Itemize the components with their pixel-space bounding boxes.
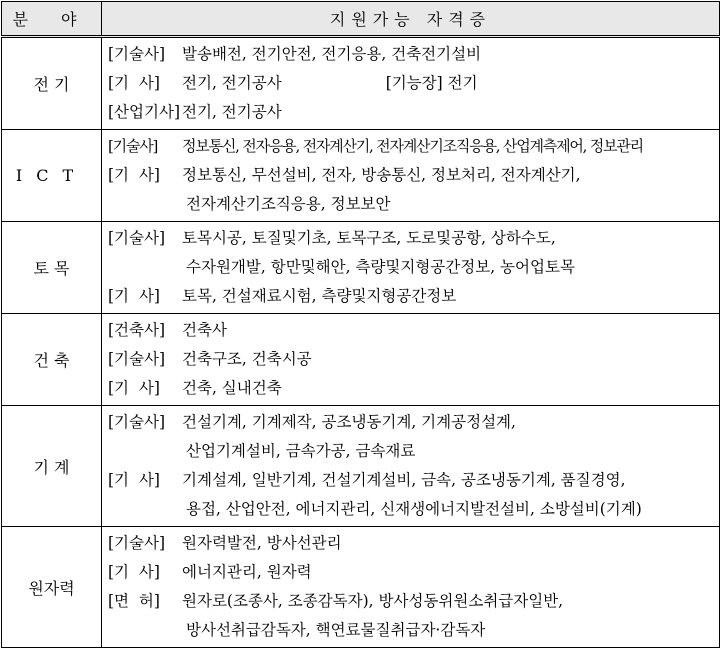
grade-label: [기 사] [108, 563, 160, 581]
qualification-line [108, 408, 719, 437]
grade-label: [기 사] [108, 471, 160, 489]
qualification-line [108, 316, 719, 345]
certificate-list: 방사선취급감독자, 핵연료물질취급자·감독자 [186, 621, 486, 639]
qualification-cell [102, 314, 720, 406]
certificate-list: 건축사 [182, 321, 227, 339]
certificate-list: 토목, 건설재료시험, 측량및지형공간정보 [182, 287, 457, 305]
table-row [2, 406, 720, 527]
grade-label: [산업기사] [108, 103, 180, 121]
certificate-list: 건설기계, 기계제작, 공조냉동기계, 기계공정설계, [182, 413, 516, 431]
certificate-list: 정보통신, 무선설비, 전자, 방송통신, 정보처리, 전자계산기, [182, 166, 581, 184]
qualification-line [108, 437, 719, 466]
qualification-cell [102, 222, 720, 314]
grade-label: [기 사] [108, 287, 160, 305]
field-cell: 전 기 [2, 37, 102, 130]
certificate-list: 수자원개발, 항만및해안, 측량및지형공간정보, 농어업토목 [186, 258, 575, 276]
table-row [2, 222, 720, 314]
table-row [2, 37, 720, 130]
certificate-list: 건축구조, 건축시공 [182, 350, 312, 368]
grade-label: [기술사] [108, 413, 166, 431]
grade-label: [기능장] [385, 74, 443, 92]
grade-label: [기술사] [108, 137, 158, 155]
certificate-list: 에너지관리, 원자력 [182, 563, 312, 581]
certificate-list: 정보통신, 전자응용, 전자계산기, 전자계산기조직응용, 산업계측제어, 정보관리 [182, 137, 643, 155]
grade-label: [건축사] [108, 321, 166, 339]
certificate-table [1, 1, 720, 648]
table-row [2, 130, 720, 222]
certificate-list: 용접, 산업안전, 에너지관리, 신재생에너지발전설비, 소방설비(기계) [186, 500, 642, 518]
qualification-line [108, 69, 719, 98]
certificate-list: 전기, 전기공사 [182, 74, 282, 92]
certificate-list: 원자로(조종사, 조종감독자), 방사성동위원소취급자일반, [182, 592, 564, 610]
field-header: 분 야 [2, 2, 102, 37]
certificate-list: 기계설계, 일반기계, 건설기계설비, 금속, 공조냉동기계, 품질경영, [182, 471, 626, 489]
qualification-line [108, 224, 719, 253]
grade-label: [면 허] [108, 592, 160, 610]
grade-label: [기술사] [108, 229, 166, 247]
qualification-cell [102, 130, 720, 222]
qualification-header: 지원가능 자격증 [102, 2, 720, 37]
qualification-cell [102, 37, 720, 130]
qualification-line [108, 132, 719, 161]
qualification-line [108, 190, 719, 219]
qualification-line [108, 616, 719, 645]
certificate-list: 건축, 실내건축 [182, 379, 282, 397]
qualification-line [108, 558, 719, 587]
grade-label: [기술사] [108, 534, 166, 552]
qualification-line [108, 40, 719, 69]
grade-label: [기술사] [108, 350, 166, 368]
qualification-cell [102, 406, 720, 527]
qualification-line [108, 495, 719, 524]
certificate-list: 발송배전, 전기안전, 전기응용, 건축전기설비 [182, 45, 482, 63]
grade-label: [기 사] [108, 379, 160, 397]
qualification-line [108, 253, 719, 282]
qualification-line [108, 466, 719, 495]
qualification-cell [102, 527, 720, 648]
field-cell: 건 축 [2, 314, 102, 406]
field-cell: 원자력 [2, 527, 102, 648]
qualification-line [108, 345, 719, 374]
qualification-line [108, 529, 719, 558]
qualification-line [108, 98, 719, 127]
field-cell: 토 목 [2, 222, 102, 314]
field-cell: ICT [2, 130, 102, 222]
certificate-list: 토목시공, 토질및기초, 토목구조, 도로및공항, 상하수도, [182, 229, 556, 247]
certificate-list: 산업기계설비, 금속가공, 금속재료 [186, 442, 416, 460]
certificate-list: 전기, 전기공사 [182, 103, 282, 121]
qualification-line [108, 374, 719, 403]
grade-label: [기술사] [108, 45, 166, 63]
qualification-line [108, 161, 719, 190]
certificate-list: 전기 [447, 74, 478, 92]
table-row [2, 527, 720, 648]
qualification-line [108, 282, 719, 311]
qualification-line [108, 587, 719, 616]
certificate-list: 전자계산기조직응용, 정보보안 [186, 195, 391, 213]
field-cell: 기 계 [2, 406, 102, 527]
grade-label: [기 사] [108, 74, 160, 92]
grade-label: [기 사] [108, 166, 160, 184]
table-row [2, 314, 720, 406]
certificate-list: 원자력발전, 방사선관리 [182, 534, 342, 552]
header-row [2, 2, 720, 37]
